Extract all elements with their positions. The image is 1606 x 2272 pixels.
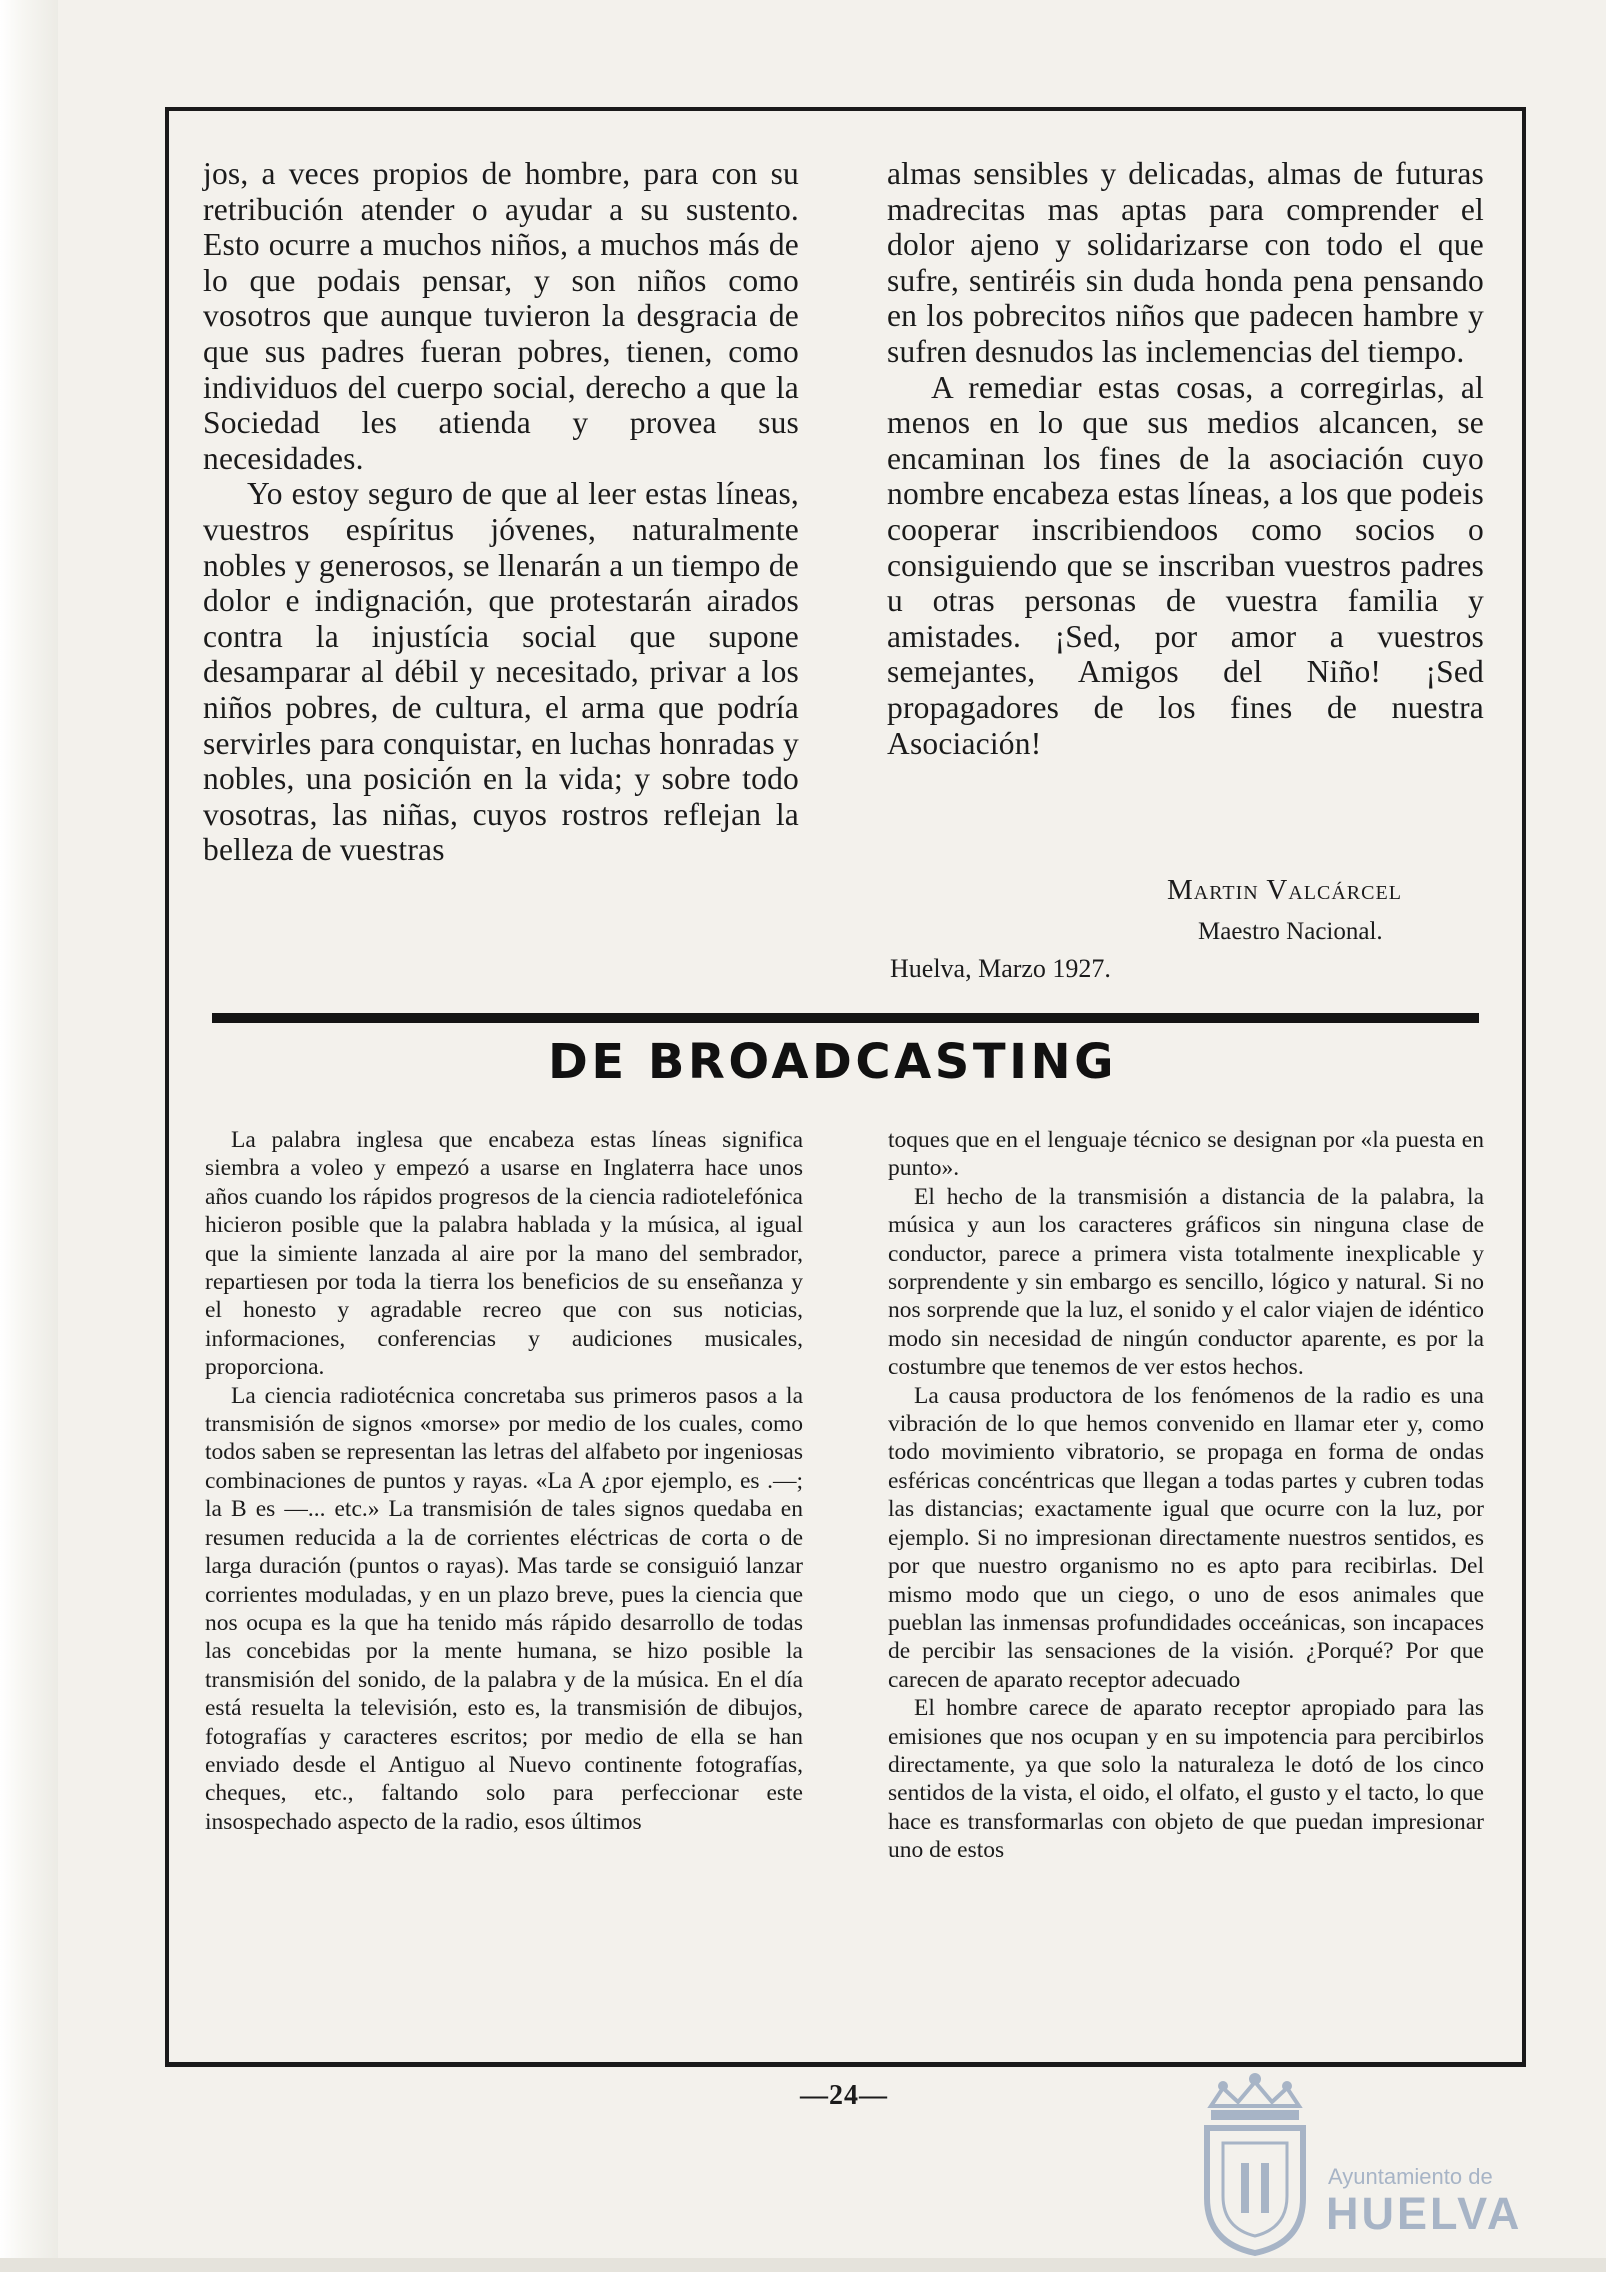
bottom-band <box>0 2258 1606 2272</box>
page-edge <box>0 0 58 2272</box>
paragraph: La causa productora de los fenómenos de la radio es una vibración de lo que hemos convenido en llamar eter y, como todo movimiento vibratorio, se propaga en forma de ondas esféricas concéntricas que llegan a todas partes y cubren todas las distancias; exactamente igual que ocurre con la luz, por ejemplo. Si no impresionan directamente nuestros sentidos, es por que nuestro organismo no es apto para recibirlas. Del mismo modo que un ciego, o uno de esos animales que pueblan las inmensas profundidades occeánicas, son incapaces de percibir las sensaciones de la visión. ¿Porqué? Por que carecen de aparato receptor adecuado <box>888 1382 1484 1693</box>
author-name: Martin Valcárcel <box>1167 874 1402 906</box>
watermark-line1: Ayuntamiento de <box>1328 2164 1493 2189</box>
page-number: —24— <box>800 2080 888 2111</box>
crest-icon <box>1193 2068 1318 2258</box>
paragraph: almas sensibles y delicadas, almas de futuras madrecitas mas aptas para comprender el dolor ajeno y solidarizarse con todo el que sufre, sentiréis sin duda honda pena pensando en los pobrecitos niños que padecen hambre y sufren desnudos las inclemencias del tiempo. <box>887 156 1484 369</box>
watermark-line2: HUELVA <box>1326 2188 1523 2239</box>
paragraph: La palabra inglesa que encabeza estas líneas significa siembra a voleo y empezó a usarse en Inglaterra hace unos años cuando los rápidos progresos de la ciencia radiotelefónica hicieron posible que la palabra hablada y la música, al igual que la simiente lanzada al aire por la mano del sembrador, repartiesen por toda la tierra los beneficios de su enseñanza y el honesto y agradable recreo que con sus noticias, informaciones, conferencias y audiciones musicales, proporciona. <box>205 1127 803 1381</box>
paragraph: Yo estoy seguro de que al leer estas líneas, vuestros espíritus jóvenes, naturalmente nobles y generosos, se llenarán a un tiempo de dolor e indignación, que protestarán airados contra la injustícia social que supone desamparar al débil y necesitado, privar a los niños pobres, de cultura, el arma que podría servirles para conquistar, en luchas honradas y nobles, una posición en la vida; y sobre todo vosotras, las niñas, cuyos rostros reflejan la belleza de vuestras <box>203 476 799 868</box>
paragraph: El hombre carece de aparato receptor apropiado para las emisiones que nos ocupan y en su impotencia para percibirlos directamente, ya que solo la naturaleza le dotó de los cinco sentidos de la vista, el oido, el olfato, el gusto y el tacto, lo que hace es transformarlas con objeto de que puedan impresionar uno de estos <box>888 1695 1484 1864</box>
section-divider <box>212 1013 1479 1023</box>
paragraph: El hecho de la transmisión a distancia de la palabra, la música y aun los caracteres gráficos sin ninguna clase de conductor, parece a primera vista totalmente inexplicable y sorprendente y sin embargo es sencillo, lógico y natural. Si no nos sorprende que la luz, el sonido y el calor viajen de idéntico modo sin necesidad de ningún conductor aparente, es por la costumbre que tenemos de ver estos hechos. <box>888 1183 1484 1381</box>
bottom-right-column <box>888 1126 1484 1865</box>
bottom-left-column <box>205 1126 803 1836</box>
paragraph: A remediar estas cosas, a corregirlas, al menos en lo que sus medios alcancen, se encaminan los fines de la asociación cuyo nombre encabeza estas líneas, a los que podeis cooperar inscribiendoos como socios o consiguiendo que se inscriban vuestros padres u otras personas de vuestra familia y amistades. ¡Sed, por amor a vuestros semejantes, Amigos del Niño! ¡Sed propagadores de los fines de nuestra Asociación! <box>887 369 1484 761</box>
paragraph: La ciencia radiotécnica concretaba sus primeros pasos a la transmisión de signos «morse» por medio de los cuales, como todos saben se representan las letras del alfabeto por ingeniosas combinaciones de puntos y rayas. «La A ¿por ejemplo, es .—; la B es —... etc.» La transmisión de tales signos quedaba en resumen reducida a la de corrientes eléctricas de corta o de larga duración (puntos o rayas). Mas tarde se consiguió lanzar corrientes moduladas, y en un plazo breve, pues la ciencia que nos ocupa es la que ha tenido más rápido desarrollo de todas las concebidas por la mente humana, se hizo posible la transmisión del sonido, de la palabra y de la música. En el día está resuelta la televisión, esto es, la transmisión de dibujos, fotografías y caracteres escritos; por medio de ella se han enviado desde el Antiguo al Nuevo continente fotografías, cheques, etc., faltando solo para perfeccionar este insospechado aspecto de la radio, esos últimos <box>205 1382 803 1835</box>
author-title: Maestro Nacional. <box>1198 918 1383 945</box>
paragraph: toques que en el lenguaje técnico se designan por «la puesta en punto». <box>888 1127 1484 1182</box>
paragraph: jos, a veces propios de hombre, para con su retribución atender o ayudar a su sustento. Esto ocurre a muchos niños, a muchos más de lo que podais pensar, y son niños como vosotros que aunque tuvieron la desgracia de que sus padres fueran pobres, tienen, como individuos del cuerpo social, derecho a que la Sociedad les atienda y provea sus necesidades. <box>203 156 799 476</box>
dateline: Huelva, Marzo 1927. <box>890 954 1111 983</box>
top-left-column <box>203 156 799 868</box>
watermark-logo <box>1193 2068 1523 2258</box>
section-title: DE BROADCASTING <box>548 1034 1118 1090</box>
top-right-column <box>887 156 1484 761</box>
